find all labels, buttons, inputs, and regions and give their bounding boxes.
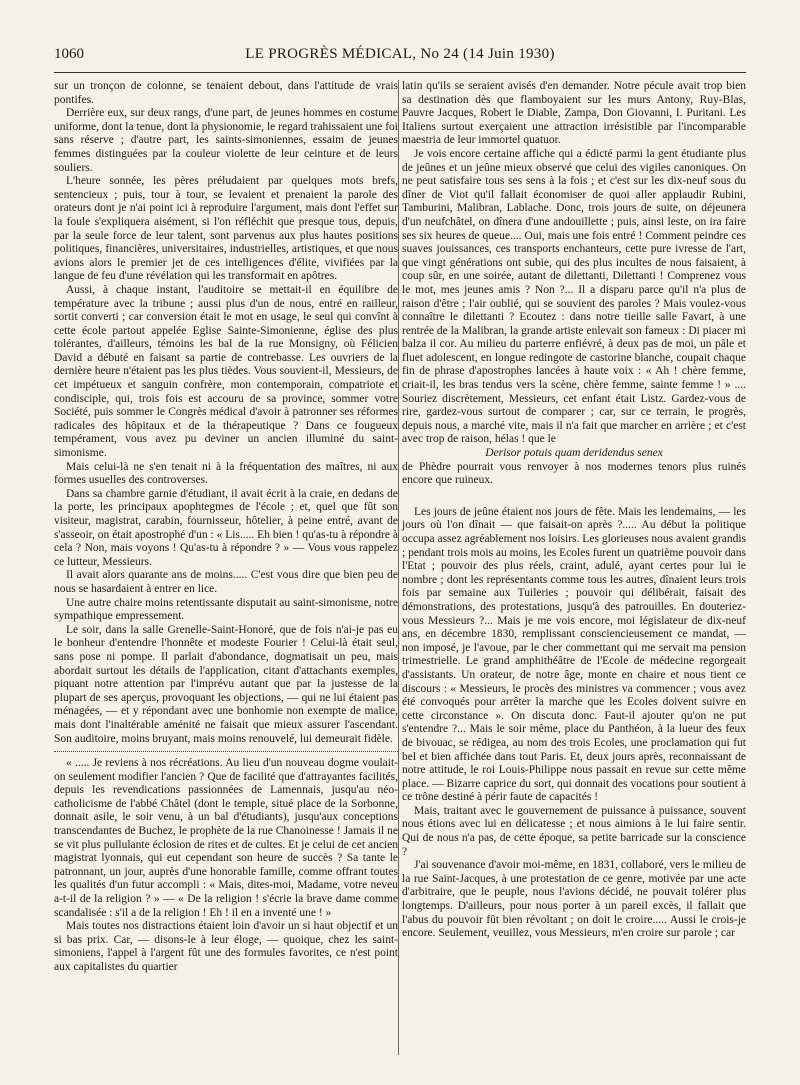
paragraph: Aussi, à chaque instant, l'auditoire se mettait-il en équilibre de température avec la tribune ; aussi plus d'un de nous, entré en railleur, sortit converti ; car conversion était le mot en usage, le seul qui convînt à cette école partout appelée Eglise Sainte-Simonienne, église des plus tolérantes, d'ailleurs, témoins les bal de la rue Monsigny, où Félicien David a débuté en faisant sa partie de contrebasse. Les ouvriers de la dernière heure n'étaient pas les plus tièdes. Vous souvient-il, Messieurs, de cet impétueux et sanguin confrère, mon contemporain, compatriote et condisciple, qui, trois fois est accouru de sa province, sommer votre Société, puis sommer le Congrès médical d'avoir à patronner ses réformes radicales des hôpitaux et de la thérapeutique ? Dans ce fougueux tempérament, vous avez pu deviner un ancien illuminé du saint-simonisme. — [54, 283, 398, 460]
paragraph: Mais, traitant avec le gouvernement de puissance à puissance, souvent nous étions avec lui en délicatesse ; et nous aimions à le lui faire sentir. Qui de nous n'a pas, de cette époque, sa petite barricade sur la conscience ? — [402, 804, 746, 858]
paragraph: latin qu'ils se seraient avisés d'en demander. Notre pécule avait trop bien sa destination dès que flamboyaient sur les murs Antony, Ruy-Blas, Pauvre Jacques, Robert le Diable, Zampa, Don Giovanni, I. Puritani. Les Italiens surtout exerçaient une attraction irrésistible par l'incomparable maestria de leur immortel quatuor. — [402, 80, 746, 147]
paragraph: sur un tronçon de colonne, se tenaient debout, dans l'attitude de vrais pontifes. — [54, 80, 398, 106]
paragraph: Les jours de jeûne étaient nos jours de fête. Mais les lendemains, — les jours où l'on dînait — que faisait-on après ?..... Au début la politique occupa assez agréablement nos loisirs. Les glorieuses nous avaient grandis ; pendant trois mois au moins, les Ecoles furent un quatrième pouvoir dans l'Etat ; pouvoir des plus réels, craint, adulé, ayant certes pour lui le nombre ; dont les représentants comme tous les autres, dînaient leurs trois fois par semaine aux Tuileries ; pouvoir qui délibérait, faisait des démonstrations, des protestations, jusqu'à des patrouilles. En douteriez-vous Messieurs ?... Mais je me vois encore, moi législateur de dix-neuf ans, en décembre 1830, remplissant consciencieusement ce mandat, — non imposé, je l'avoue, par le cher commettant qui me servait ma pension trimestrielle. Le grand amphithéâtre de l'Ecole de médecine regorgeait d'assistants. Un orateur, de notre âge, monte en chaire et nous tient ce discours : « Messieurs, le procès des ministres va commencer ; vous avez été convoqués pour arrêter la marche que les Ecoles doivent suivre en cette circonstance ». On discuta donc. Faut-il ajouter qu'on ne put s'entendre ?... Mais le soir même, place du Panthéon, à la lueur des feux de bivouac, se rédigea, au nom des trois Ecoles, une proclamation qui fut bel et bien affichée dans tout Paris. Et, deux jours après, reconnaissant de notre attitude, le roi Louis-Philippe nous passait en revue sur cette même place. — Bizarre caprice du sort, qui donnait des vocations pour soutient à ce trône destiné à périr faute de capacités ! — [402, 505, 746, 804]
paragraph: « ..... Je reviens à nos récréations. Au lieu d'un nouveau dogme voulait-on seulement modifier l'ancien ? Que de facilité que d'attrayantes facilités, depuis les revendications passionnées de Lamennais, jusqu'au néo-catholicisme de l'abbé Châtel (dont le temple, situé place de la Sorbonne, donnait asile, le soir venu, à un bal d'étudiants), jusqu'aux conceptions transcendantes de Buchez, le prophète de la rue Chanoinesse ! Jamais il ne se vit plus pullulante éclosion de rites et de cultes. Et je celui de cet ancien magistrat lyonnais, qui eut cependant son heure de succès ? Sa tante le patronnant, un jour, auprès d'une honorable famille, comme offrant toutes les qualités d'un futur accompli : « Mais, dites-moi, Madame, votre neveu a-t-il de la religion ? » — « De la religion ! s'écrie la brave dame comme scandalisée : s'il a de la religion ! Eh ! il en a inventé une ! » — [54, 757, 398, 919]
paragraph: L'heure sonnée, les pères préludaient par quelques mots brefs, sentencieux ; puis, tour à tour, se levaient et prenaient la parole des orateurs dont je n'ai point ici à reproduire l'argument, mais dont l'effet sur la foule s'expliquera aisément, si l'on réfléchit que presque tous, depuis, par la seule force de leur talent, sont parvenus aux plus hautes positions politiques, financières, universitaires, industrielles, artistiques, et que nous avions alors le premier jet de ces intelligences d'élite, vivifiées par la langue de feu d'une révélation qui les transformait en apôtres. — [54, 175, 398, 283]
paragraph: Le soir, dans la salle Grenelle-Saint-Honoré, que de fois n'ai-je pas eu le bonheur d'entendre l'honnête et modeste Fourier ! Celui-là était seul, sans pose ni pompe. Il parlait d'abondance, dogmatisait un peu, mais abordait surtout les détails de l'application, citant d'attachants exemples, piquant notre attention par l'imprévu autant que par la justesse de la plupart de ses aperçus, provoquant les objections, — qui ne lui étaient pas ménagées, — et y répondant avec une bonhomie non exempte de malice, mais dont l'inaltérable aménité ne faisait que mieux assurer l'ascendant. Son auditoire, moins bruyant, mais moins renouvelé, lui demeurait fidèle. — [54, 623, 398, 745]
paragraph: Derrière eux, sur deux rangs, d'une part, de jeunes hommes en costume uniforme, dont la tenue, dont la physionomie, le regard trahissaient une foi sans réserve ; d'autre part, les saints-simoniennes, essaim de jeunes femmes distinguées par la couleur violette de leur ceinture et de leurs souliers. — [54, 107, 398, 174]
paragraph: de Phèdre pourrait vous renvoyer à nos modernes tenors plus ruinés encore que ruineux. — [402, 460, 746, 487]
right-column — [402, 80, 746, 941]
left-column — [54, 80, 398, 975]
paragraph: J'ai souvenance d'avoir moi-même, en 1831, collaboré, vers le milieu de la rue Saint-Jacques, à une protestation de ce genre, motivée par une acte d'arbitraire, que le peuple, nous l'avions décidé, ne pouvait tolérer plus longtemps. D'ailleurs, pour nous porter à un pareil excès, il fallait que l'abus du pouvoir fût bien révoltant ; on doit le croire..... Aussi le crois-je encore. Seulement, veuillez, vous Messieurs, m'en croire sur parole ; car — [402, 859, 746, 940]
paragraph: Dans sa chambre garnie d'étudiant, il avait écrit à la craie, en dedans de la porte, les principaux apophtegmes de l'école ; et, quel que fût son visiteur, magistrat, carabin, fournisseur, hôtelier, à peine entré, avant de s'asseoir, on était apostrophé d'un : « Lis..... Eh bien ! qu'as-tu à répondre à cela ? Non, mais voyons ! Qu'as-tu à répondre ? » — Vous vous rappelez ce lutteur, Messieurs. — [54, 487, 398, 568]
journal-title: LE PROGRÈS MÉDICAL, No 24 (14 Juin 1930) — [245, 46, 555, 62]
column-divider — [398, 80, 399, 1055]
paragraph: Mais celui-là ne s'en tenait ni à la fréquentation des maîtres, ni aux formes usuelles des controverses. — [54, 460, 398, 487]
paragraph: Je vois encore certaine affiche qui a édicté parmi la gent étudiante plus de jeûnes et un jeûne mieux observé que celui des vigiles canoniques. On ne peut satisfaire tous ses sens à la fois ; et c'est sur les dix-neuf sous du dîner de Viot qu'il fallait économiser de quoi aller applaudir Rubini, Tamburini, Malibran, Lablache. Donc, trois jours de suite, on déjeunera d'un neufchâtel, on dînera d'une andouillette ; puis, ainsi leste, on ira faire ses six heures de queue.... Oui, mais une fois entré ! Comment peindre ces suaves jouissances, ces transports enchanteurs, cette pure ivresse de l'art, que vingt générations ont subie, qui des plus incultes de nous faisaient, à coup sûr, en une soirée, autant de dilettanti, Dilettanti ! Comprenez vous le mot, mes jeunes amis ? Non ?... Il a disparu parce qu'il n'a plus de raison d'être ; l'air oublié, qui se souvient des paroles ? Mais voulez-vous connaître le dilettanti ? Ecoutez : dans notre tieille salle Favart, à une rentrée de la Malibran, la grande artiste enlevait son fameux : Di piacer mi balza il cor. Au milieu du parterre enfiévré, à deux pas de moi, un pâle et fluet adolescent, en longue redingote de castorine blanche, coupait chaque fin de phrase d'apostrophes lancées à haute voix : « Ah ! chère femme, criait-il, les bras tendus vers la scène, chère femme, sainte femme ! » .... Souriez discrètement, Messieurs, cet enfant était Listz. Gardez-vous de rire, gardez-vous surtout de comparer ; car, sur ce terrain, le progrès, depuis nous, a marché vite, mais il n'a fait que marcher en arrière ; et c'est avec trop de raison, hélas ! que le — [402, 147, 746, 446]
section-gap — [402, 488, 746, 506]
paragraph: Une autre chaire moins retentissante disputait au saint-simonisme, notre sympathique empressement. — [54, 596, 398, 623]
paragraph: Mais toutes nos distractions étaient loin d'avoir un si haut objectif et un si bas prix. Car, — disons-le à leur éloge, — quoique, chez les saint-simoniens, l'appel à l'argent fût une des formules favorites, ce n'est point aux capitalistes du quartier — [54, 920, 398, 973]
paragraph: Il avait alors quarante ans de moins..... C'est vous dire que bien peu de nous se hasardaient à entrer en lice. — [54, 569, 398, 595]
page-number: 1060 — [54, 46, 84, 62]
running-head — [54, 46, 746, 70]
header-rule — [54, 72, 746, 73]
section-separator — [54, 751, 398, 752]
latin-quotation: Derisor potuis quam deridendus senex — [485, 447, 663, 460]
